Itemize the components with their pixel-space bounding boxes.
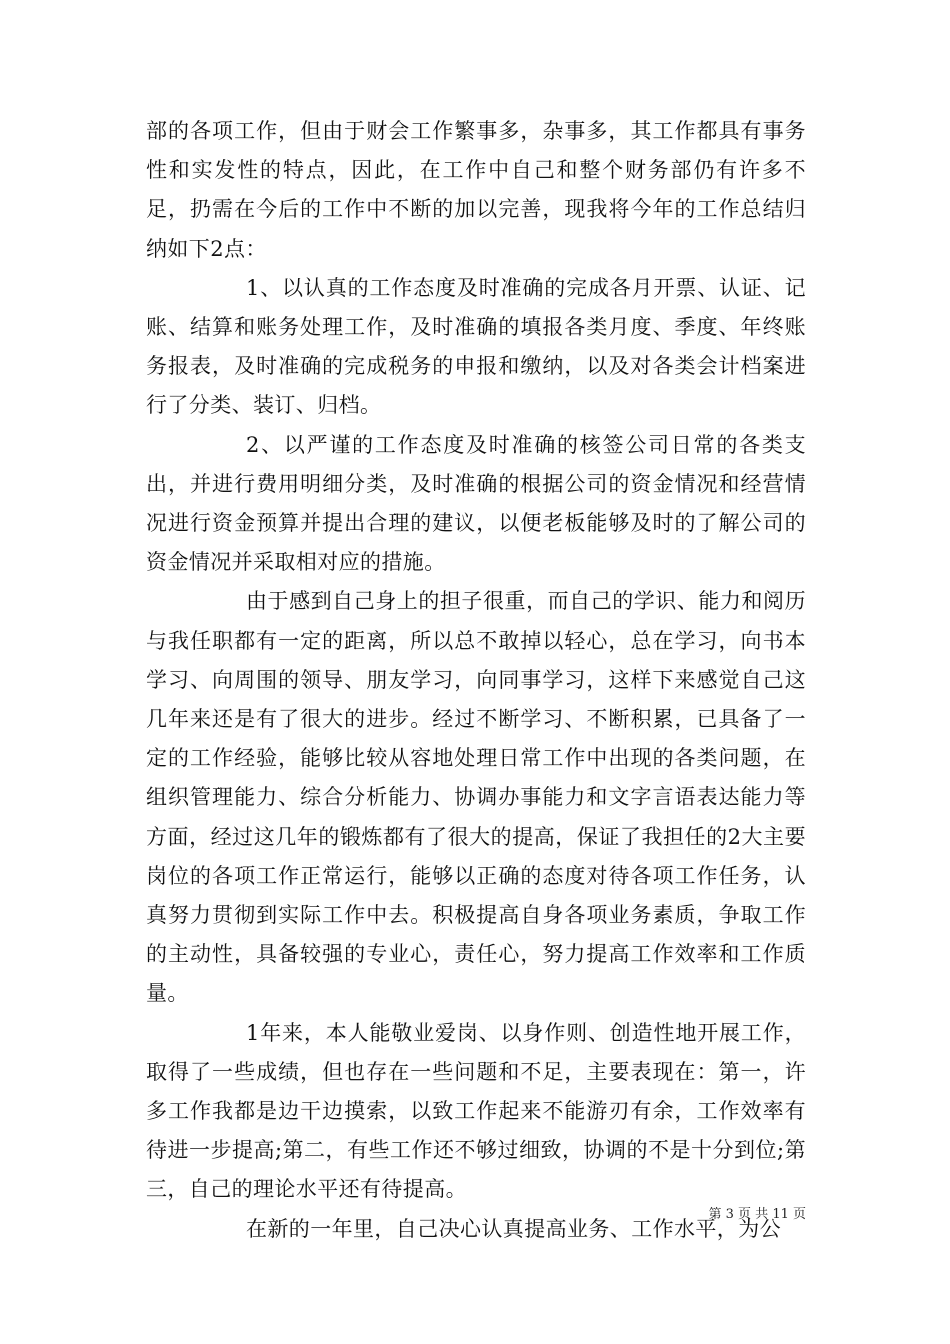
paragraph-item-1: 1、以认真的工作态度及时准确的完成各月开票、认证、记账、结算和账务处理工作，及时准确的填报各类月度、季度、年终账务报表，及时准确的完成税务的申报和缴纳，以及对各类会计档案进行了分类、装订、归档。 <box>146 275 806 418</box>
document-body <box>146 112 806 1249</box>
paragraph-continuation: 部的各项工作，但由于财会工作繁事多，杂事多，其工作都具有事务性和实发性的特点，因此，在工作中自己和整个财务部仍有许多不足，扔需在今后的工作中不断的加以完善，现我将今年的工作总结归纳如下2点： <box>146 119 806 261</box>
paragraph-shortcomings: 1年来，本人能敬业爱岗、以身作则、创造性地开展工作，取得了一些成绩，但也存在一些问题和不足，主要表现在：第一，许多工作我都是边干边摸索，以致工作起来不能游刃有余，工作效率有待进一步提高;第二，有些工作还不够过细致，协调的不是十分到位;第三，自己的理论水平还有待提高。 <box>146 1020 806 1202</box>
paragraph-self-assessment: 由于感到自己身上的担子很重，而自己的学识、能力和阅历与我任职都有一定的距离，所以总不敢掉以轻心，总在学习，向书本学习、向周围的领导、朋友学习，向同事学习，这样下来感觉自己这几年来还是有了很大的进步。经过不断学习、不断积累，已具备了一定的工作经验，能够比较从容地处理日常工作中出现的各类问题，在组织管理能力、综合分析能力、协调办事能力和文字言语表达能力等方面，经过这几年的锻炼都有了很大的提高，保证了我担任的2大主要岗位的各项工作正常运行，能够以正确的态度对待各项工作任务，认真努力贯彻到实际工作中去。积极提高自身各项业务素质，争取工作的主动性，具备较强的专业心，责任心，努力提高工作效率和工作质量。 <box>146 589 806 1006</box>
page-number-footer: 第 3 页 共 11 页 <box>708 1207 806 1222</box>
paragraph-item-2: 2、以严谨的工作态度及时准确的核签公司日常的各类支出，并进行费用明细分类，及时准确的根据公司的资金情况和经营情况进行资金预算并提出合理的建议，以便老板能够及时的了解公司的资金情况并采取相对应的措施。 <box>146 432 806 575</box>
paragraph-new-year: 在新的一年里，自己决心认真提高业务、工作水平，为公 <box>246 1216 781 1241</box>
